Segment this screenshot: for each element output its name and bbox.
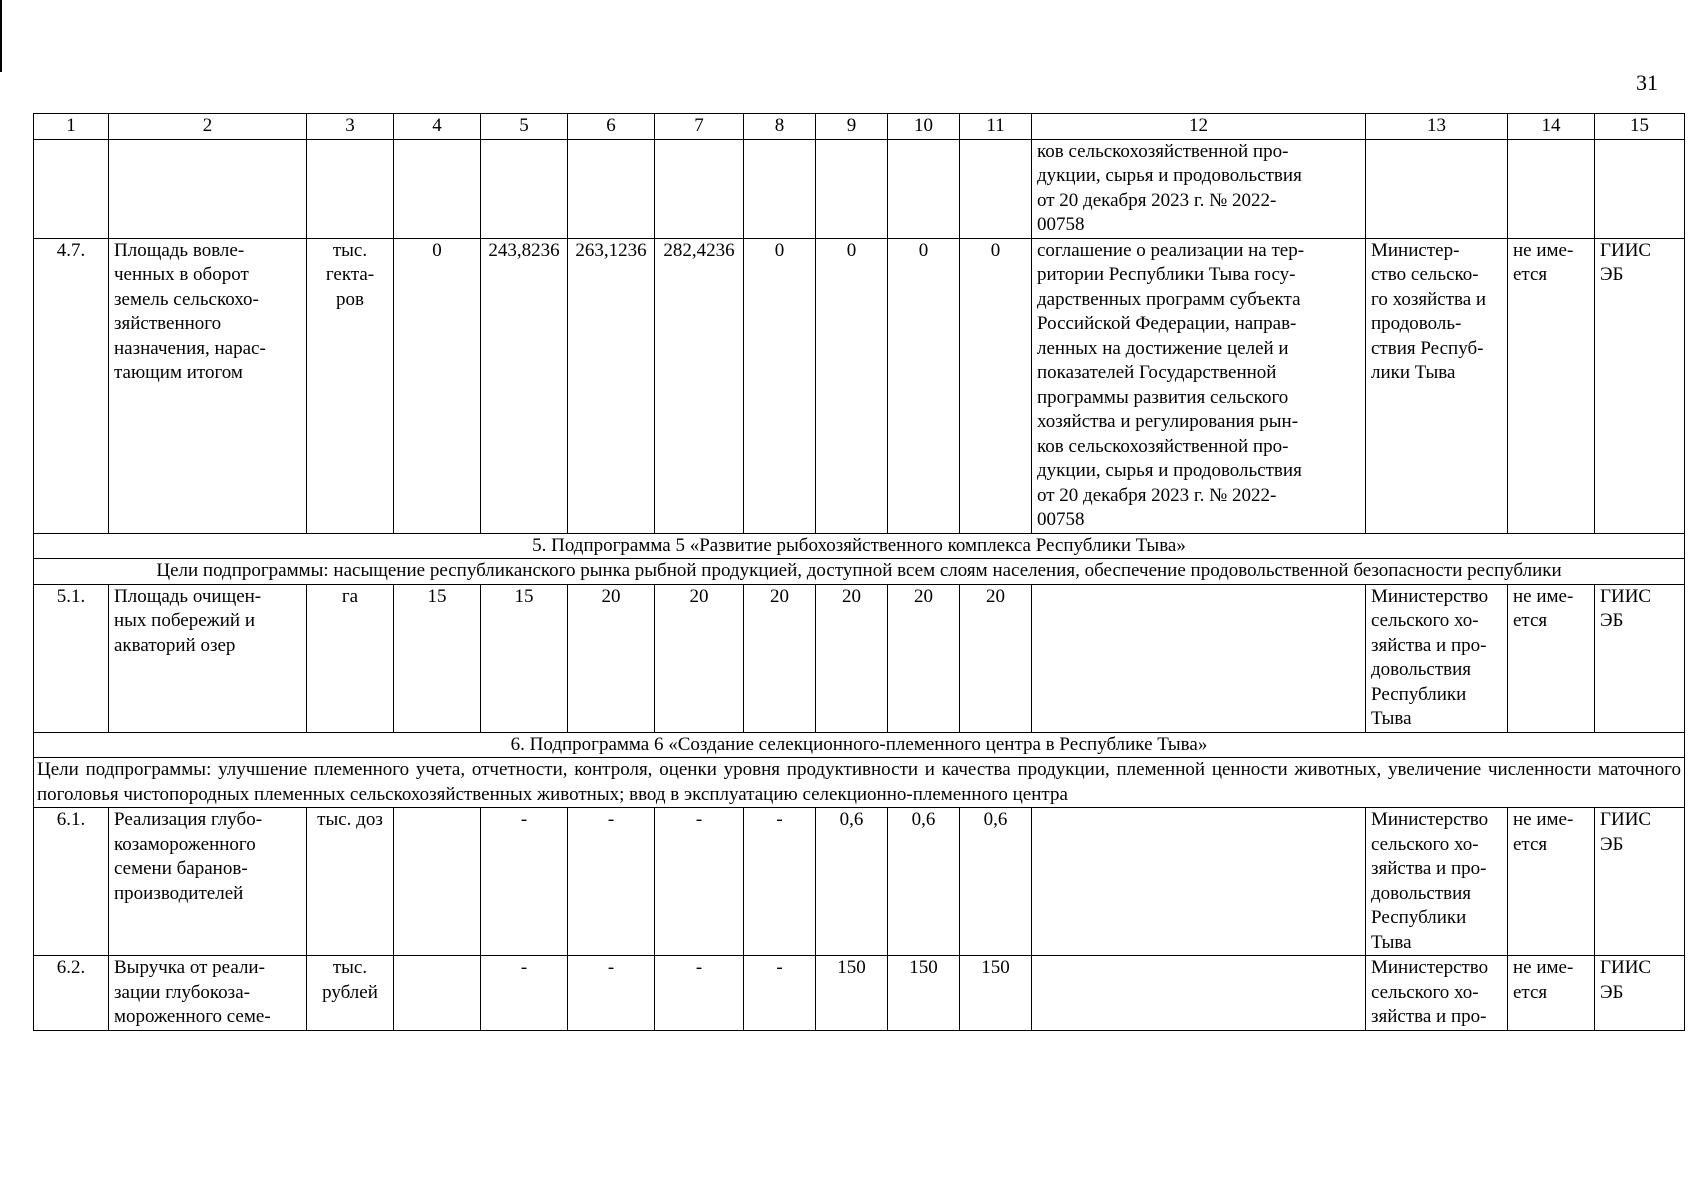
value-cell: 0 — [394, 238, 481, 533]
value-cell: 20 — [744, 584, 816, 732]
value-cell: 150 — [816, 956, 888, 1031]
table-row-continuation — [34, 139, 1685, 238]
row-number: 6.1. — [34, 808, 109, 956]
source-cell: ГИИС ЭБ — [1595, 238, 1685, 533]
table-row-6-2 — [34, 956, 1685, 1031]
value-cell: 282,4236 — [655, 238, 744, 533]
section-title: 6. Подпрограмма 6 «Создание селекционного-племенного центра в Республике Тыва» — [34, 732, 1685, 758]
header-cell: 14 — [1508, 114, 1595, 140]
value-cell: 15 — [481, 584, 568, 732]
value-cell — [394, 808, 481, 956]
value-cell: 243,8236 — [481, 238, 568, 533]
value-cell: - — [568, 808, 655, 956]
header-cell: 12 — [1032, 114, 1366, 140]
row-number: 4.7. — [34, 238, 109, 533]
section-5-goals-row — [34, 559, 1685, 585]
table-row-4-7 — [34, 238, 1685, 533]
value-cell: 150 — [960, 956, 1032, 1031]
header-cell: 13 — [1366, 114, 1508, 140]
value-cell: - — [481, 808, 568, 956]
header-cell: 4 — [394, 114, 481, 140]
value-cell: 20 — [888, 584, 960, 732]
source-cell: ГИИС ЭБ — [1595, 956, 1685, 1031]
legal-basis-cell — [1032, 808, 1366, 956]
section-goals: Цели подпрограммы: насыщение республиканского рынка рыбной продукцией, доступной всем слоям населения, обеспечение продовольственной безопасности республики — [34, 559, 1685, 585]
value-cell: - — [744, 808, 816, 956]
section-goals: Цели подпрограммы: улучшение племенного учета, отчетности, контроля, оценки уровня продуктивности и качества продукции, племенной ценности животных, увеличение численности маточного поголовья чистопородных племенных сельскохозяйственных животных; ввод в эксплуатацию селекционно-племенного центра — [34, 758, 1685, 808]
info-cell: не име- ется — [1508, 956, 1595, 1031]
row-number: 6.2. — [34, 956, 109, 1031]
value-cell: 20 — [816, 584, 888, 732]
value-cell: 0 — [744, 238, 816, 533]
source-cell: ГИИС ЭБ — [1595, 808, 1685, 956]
unit-cell: га — [307, 584, 394, 732]
indicators-table — [33, 113, 1685, 1031]
section-title: 5. Подпрограмма 5 «Развитие рыбохозяйственного комплекса Республики Тыва» — [34, 533, 1685, 559]
indicator-name: Реализация глубо- козамороженного семени баранов- производителей — [109, 808, 307, 956]
header-cell: 7 — [655, 114, 744, 140]
value-cell: 0 — [816, 238, 888, 533]
value-cell: 15 — [394, 584, 481, 732]
value-cell — [394, 956, 481, 1031]
table-row-6-1 — [34, 808, 1685, 956]
unit-cell: тыс. гекта- ров — [307, 238, 394, 533]
value-cell: 20 — [960, 584, 1032, 732]
source-cell: ГИИС ЭБ — [1595, 584, 1685, 732]
value-cell: 20 — [568, 584, 655, 732]
info-cell: не име- ется — [1508, 238, 1595, 533]
indicator-name: Выручка от реали- зации глубокоза- мороженного семе- — [109, 956, 307, 1031]
value-cell: - — [481, 956, 568, 1031]
value-cell: 20 — [655, 584, 744, 732]
header-cell: 2 — [109, 114, 307, 140]
header-cell: 8 — [744, 114, 816, 140]
value-cell: 0 — [960, 238, 1032, 533]
header-cell: 10 — [888, 114, 960, 140]
legal-basis-cell — [1032, 584, 1366, 732]
info-cell: не име- ется — [1508, 584, 1595, 732]
page-number: 31 — [1636, 70, 1658, 95]
header-row — [34, 114, 1685, 140]
header-cell: 3 — [307, 114, 394, 140]
responsible-cell: Министерство сельского хо- зяйства и про- — [1366, 956, 1508, 1031]
responsible-cell: Министерство сельского хо- зяйства и про- довольствия Республики Тыва — [1366, 808, 1508, 956]
value-cell: 0,6 — [888, 808, 960, 956]
table-row-5-1 — [34, 584, 1685, 732]
value-cell: 0 — [888, 238, 960, 533]
legal-basis-cell: ков сельскохозяйственной про- дукции, сырья и продовольствия от 20 декабря 2023 г. № 2022- 00758 — [1032, 139, 1366, 238]
header-cell: 5 — [481, 114, 568, 140]
value-cell: - — [568, 956, 655, 1031]
header-cell: 6 — [568, 114, 655, 140]
value-cell: - — [744, 956, 816, 1031]
row-number: 5.1. — [34, 584, 109, 732]
margin-mark — [0, 0, 2, 72]
indicator-name: Площадь вовле- ченных в оборот земель сельскохо- зяйственного назначения, нарас- тающим итогом — [109, 238, 307, 533]
section-6-title-row — [34, 732, 1685, 758]
unit-cell: тыс. доз — [307, 808, 394, 956]
value-cell: - — [655, 956, 744, 1031]
section-6-goals-row — [34, 758, 1685, 808]
legal-basis-cell — [1032, 956, 1366, 1031]
header-cell: 15 — [1595, 114, 1685, 140]
legal-basis-cell: соглашение о реализации на тер- ритории Республики Тыва госу- дарственных программ субъекта Российской Федерации, направ- ленных на достижение целей и показателей Государственной программы развития сельского хозяйства и регулирования рын- ков сельскохозяйственной про- дукции, сырья и продовольствия от 20 декабря 2023 г. № 2022- 00758 — [1032, 238, 1366, 533]
value-cell: 0,6 — [960, 808, 1032, 956]
indicator-name: Площадь очищен- ных побережий и акваторий озер — [109, 584, 307, 732]
value-cell: 150 — [888, 956, 960, 1031]
header-cell: 1 — [34, 114, 109, 140]
section-5-title-row — [34, 533, 1685, 559]
responsible-cell: Министерство сельского хо- зяйства и про- довольствия Республики Тыва — [1366, 584, 1508, 732]
value-cell: - — [655, 808, 744, 956]
header-cell: 9 — [816, 114, 888, 140]
value-cell: 263,1236 — [568, 238, 655, 533]
unit-cell: тыс. рублей — [307, 956, 394, 1031]
info-cell: не име- ется — [1508, 808, 1595, 956]
responsible-cell: Министер- ство сельско- го хозяйства и продоволь- ствия Респуб- лики Тыва — [1366, 238, 1508, 533]
header-cell: 11 — [960, 114, 1032, 140]
value-cell: 0,6 — [816, 808, 888, 956]
